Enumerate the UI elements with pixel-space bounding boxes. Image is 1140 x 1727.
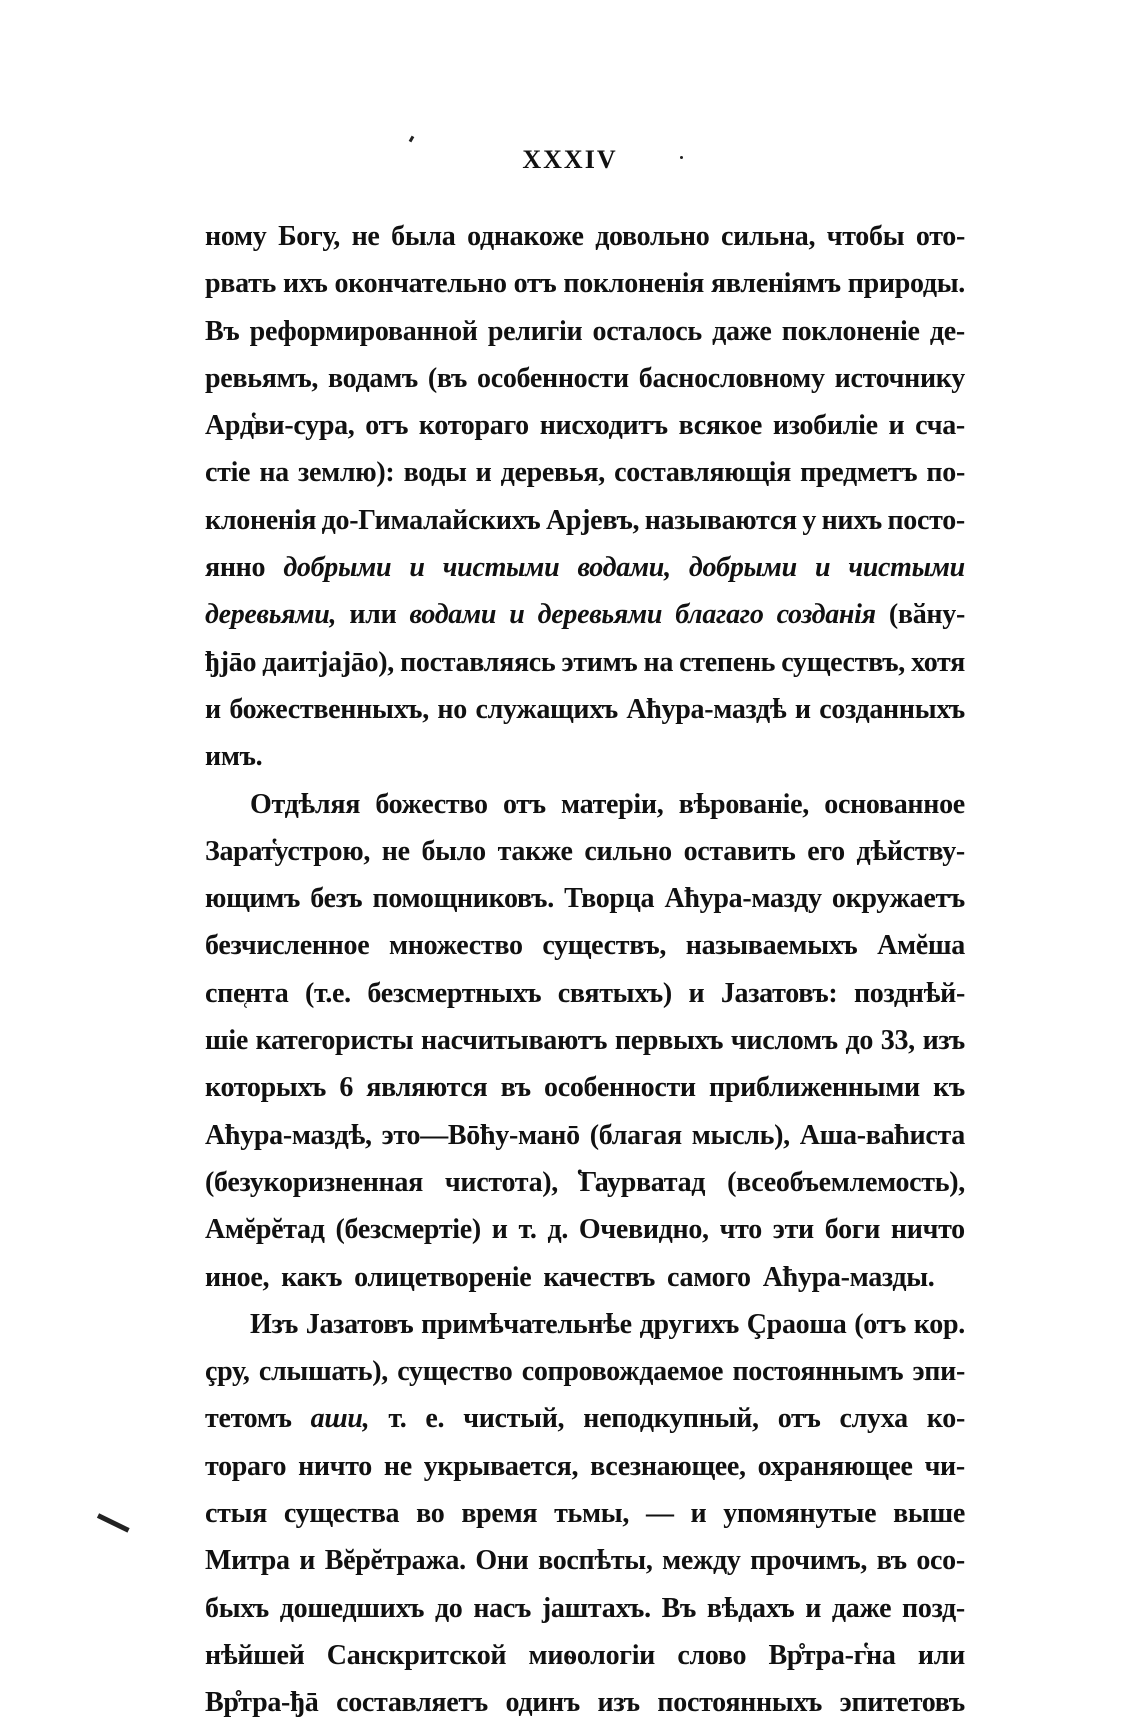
- word: Аћура-мазды.: [762, 1261, 935, 1293]
- word: ђјāо: [205, 646, 257, 678]
- word: безсмертныхъ: [367, 977, 542, 1009]
- word: окружаетъ: [831, 883, 965, 915]
- word: (всеобъемлемость),: [727, 1166, 965, 1198]
- word: и: [205, 693, 221, 725]
- word: Митра: [205, 1545, 290, 1577]
- text-line: [205, 260, 965, 307]
- word: всякое: [678, 410, 763, 442]
- word: ному: [205, 221, 267, 252]
- text-line: [205, 402, 965, 449]
- word: множество: [389, 930, 523, 962]
- word: до: [434, 1592, 463, 1624]
- word: добрыми: [283, 552, 392, 584]
- word: эпи-: [912, 1356, 965, 1388]
- word: Зарат̔устрою,: [205, 835, 371, 867]
- word: воды: [403, 457, 467, 489]
- word: сча-: [915, 410, 965, 442]
- word: тетомъ: [205, 1403, 292, 1435]
- word: но: [437, 693, 467, 725]
- word: довольно: [595, 221, 710, 252]
- word: постоянныхъ: [657, 1687, 823, 1719]
- text-line: [205, 970, 965, 1017]
- word: въ: [500, 1072, 531, 1104]
- word: и: [688, 977, 705, 1009]
- text-line: [205, 1395, 965, 1442]
- word: Јазатовъ: [305, 1308, 414, 1340]
- word: существъ,: [781, 646, 905, 678]
- word: и: [794, 693, 811, 725]
- text-line: [205, 1443, 965, 1490]
- word: и: [805, 1592, 822, 1624]
- word: деревьями,: [205, 599, 337, 631]
- text-line: [205, 1112, 965, 1159]
- word: на: [643, 646, 674, 678]
- word: что: [719, 1214, 762, 1246]
- text-line: [205, 449, 965, 496]
- word: особенности: [544, 1072, 696, 1104]
- word: неподкупный,: [583, 1403, 759, 1435]
- text-line: [205, 1585, 965, 1632]
- word: изобиліе: [772, 410, 878, 442]
- text-line: [205, 781, 965, 828]
- text-line: [205, 497, 965, 544]
- word: существо: [397, 1356, 513, 1388]
- word: клоненія: [205, 504, 317, 536]
- word: рвать: [205, 268, 277, 300]
- word: оставить: [683, 835, 796, 867]
- word: е.: [425, 1403, 445, 1435]
- word: отъ: [502, 788, 546, 820]
- word: и: [814, 552, 831, 584]
- word: поклоненія: [563, 268, 705, 300]
- word: Çраоша: [746, 1308, 847, 1340]
- word: природы.: [847, 268, 965, 300]
- word: называемыхъ: [685, 930, 858, 962]
- word: сопровождаемое: [521, 1356, 724, 1388]
- body-text: [205, 213, 965, 1727]
- word: или: [917, 1639, 965, 1671]
- word: также: [497, 835, 573, 867]
- word: шіе: [205, 1025, 248, 1057]
- word: Аћура-маздѣ: [626, 693, 787, 725]
- word: водами: [409, 599, 497, 631]
- word: поставляясь: [400, 646, 556, 678]
- word: въ: [876, 1545, 907, 1577]
- word: и: [690, 1498, 707, 1530]
- word: до: [845, 1025, 874, 1057]
- word: самого: [667, 1261, 751, 1293]
- word: Богу,: [278, 221, 340, 252]
- word: даитјајāо),: [262, 646, 394, 678]
- text-line: [205, 828, 965, 875]
- word: безчисленное: [205, 930, 370, 962]
- word: отъ: [777, 1403, 821, 1435]
- word: у: [802, 504, 817, 536]
- text-line: [205, 1301, 965, 1348]
- ink-speck: [409, 136, 415, 143]
- word: ревьямъ,: [205, 362, 319, 394]
- text-line: [205, 639, 965, 686]
- text-line: [205, 1206, 965, 1253]
- word: или: [349, 599, 397, 631]
- word: религіи: [487, 315, 583, 347]
- word: къ: [933, 1072, 965, 1104]
- word: хотя: [911, 646, 965, 678]
- word: особенности: [477, 362, 629, 394]
- word: Арјевъ,: [545, 504, 640, 536]
- word: Изъ: [250, 1308, 298, 1340]
- word: чистыми: [442, 552, 560, 584]
- text-line: [205, 922, 965, 969]
- word: отъ: [365, 410, 409, 442]
- word: сильна,: [721, 221, 816, 252]
- word: божество: [375, 788, 488, 820]
- word: землю):: [298, 457, 395, 489]
- word: деревьями: [537, 599, 663, 631]
- word: (безукоризненная: [205, 1166, 423, 1198]
- text-line: [205, 591, 965, 638]
- word: не: [383, 1450, 412, 1482]
- word: çру,: [205, 1356, 250, 1388]
- word: баснословному: [638, 362, 825, 394]
- word: ничто: [890, 1214, 965, 1246]
- word: Ард̔ви-сура,: [205, 410, 355, 442]
- word: была: [391, 221, 456, 252]
- word: слуха: [839, 1403, 908, 1435]
- text-line: [205, 733, 965, 780]
- word: качествъ: [543, 1261, 656, 1293]
- word: чтобы: [826, 221, 905, 252]
- word: —: [645, 1498, 674, 1530]
- word: тораго: [205, 1450, 287, 1482]
- word: јаштахъ.: [541, 1592, 651, 1624]
- word: называются: [644, 504, 797, 536]
- word: (отъ: [854, 1308, 907, 1340]
- word: позд-: [902, 1592, 965, 1624]
- word: осталось: [592, 315, 702, 347]
- word: и: [491, 1214, 508, 1246]
- text-line: [205, 1632, 965, 1679]
- word: осо-: [916, 1545, 965, 1577]
- word: ̔Гаурватад: [579, 1166, 706, 1198]
- word: добрыми: [688, 552, 797, 584]
- word: первыхъ: [614, 1025, 724, 1057]
- page-number: XXXIV: [522, 145, 618, 174]
- word: де-: [929, 315, 965, 347]
- text-line: [205, 1017, 965, 1064]
- word: Вр̊тра-г̔на: [768, 1639, 896, 1671]
- word: миѳологіи: [528, 1639, 656, 1671]
- word: чистота),: [444, 1166, 559, 1198]
- word: насъ: [473, 1592, 532, 1624]
- word: дѣйству-: [856, 835, 965, 867]
- word: другихъ: [639, 1308, 739, 1340]
- word: реформированной: [249, 315, 478, 347]
- word: насчитываютъ: [421, 1025, 608, 1057]
- word: т.: [518, 1214, 537, 1246]
- word: нисходитъ: [539, 410, 668, 442]
- word: до-Гималайскихъ: [321, 504, 541, 536]
- text-line: [205, 1159, 965, 1206]
- word: ко-: [926, 1403, 965, 1435]
- word: и: [475, 457, 492, 489]
- word: вѣрованіе,: [678, 788, 809, 820]
- word: благаго: [675, 599, 764, 631]
- word: стыя: [205, 1498, 267, 1530]
- word: Въ: [205, 315, 240, 347]
- word: числомъ: [730, 1025, 838, 1057]
- word: это—Вōћу-манō: [381, 1119, 580, 1151]
- word: категористы: [255, 1025, 414, 1057]
- word: Аћура-мазду: [664, 883, 822, 915]
- word: и: [509, 599, 525, 631]
- word: изъ: [597, 1687, 640, 1719]
- word: охраняющее: [757, 1450, 913, 1482]
- word: источнику: [834, 362, 965, 394]
- word: 33,: [880, 1025, 915, 1057]
- word: воспѣты,: [538, 1545, 653, 1577]
- word: ющимъ: [205, 883, 301, 915]
- word: даже: [831, 1592, 892, 1624]
- word: не: [351, 221, 380, 252]
- word: по-: [926, 457, 965, 489]
- word: (вӑну-: [888, 599, 965, 631]
- word: составляетъ: [336, 1687, 488, 1719]
- word: слово: [677, 1639, 747, 1671]
- word: было: [421, 835, 486, 867]
- word: примѣчательнѣе: [421, 1308, 632, 1340]
- word: однакоже: [467, 221, 584, 252]
- word: стіе: [205, 457, 251, 489]
- word: Творца: [564, 883, 655, 915]
- word: время: [461, 1498, 538, 1530]
- word: не: [381, 835, 410, 867]
- word: его: [807, 835, 845, 867]
- word: 6: [339, 1072, 354, 1104]
- word: какъ: [281, 1261, 343, 1293]
- text-line: [205, 1254, 965, 1301]
- word: отъ: [513, 268, 557, 300]
- word: чи-: [924, 1450, 965, 1482]
- word: котораго: [418, 410, 529, 442]
- text-line: [205, 1490, 965, 1537]
- word: приближенными: [709, 1072, 920, 1104]
- word: тьмы,: [554, 1498, 630, 1530]
- text-line: [205, 544, 965, 591]
- word: созданія: [776, 599, 876, 631]
- text-line: [205, 1537, 965, 1584]
- word: боги: [824, 1214, 881, 1246]
- word: т.: [388, 1403, 407, 1435]
- word: созданныхъ: [819, 693, 965, 725]
- word: сильно: [584, 835, 672, 867]
- word: мысль),: [691, 1119, 790, 1151]
- word: и: [409, 552, 425, 584]
- word: божественныхъ,: [229, 693, 429, 725]
- word: (безсмертіе): [335, 1214, 481, 1246]
- word: водами,: [577, 552, 671, 584]
- word: янно: [205, 552, 266, 584]
- word: упомянутые: [723, 1498, 877, 1530]
- word: д.: [547, 1214, 569, 1246]
- word: укрывается,: [423, 1450, 579, 1482]
- word: Вĕрĕтража.: [324, 1545, 466, 1577]
- word: Амĕрĕтад: [205, 1214, 325, 1246]
- text-line: [205, 308, 965, 355]
- word: Въ: [661, 1592, 697, 1624]
- word: Јазатовъ:: [720, 977, 838, 1009]
- word: явленіямъ: [711, 268, 841, 300]
- word: основанное: [824, 788, 965, 820]
- word: чистыми: [848, 552, 965, 584]
- word: Отдѣляя: [250, 788, 361, 820]
- word: безъ: [310, 883, 363, 915]
- text-line: [205, 1064, 965, 1111]
- word: Они: [475, 1545, 529, 1577]
- word: (благая: [589, 1119, 682, 1151]
- word: вѣдахъ: [706, 1592, 795, 1624]
- corner-mark: [97, 1513, 130, 1532]
- word: между: [662, 1545, 741, 1577]
- word: имъ.: [205, 741, 263, 773]
- word: дошедшихъ: [279, 1592, 425, 1624]
- word: ничто: [298, 1450, 373, 1482]
- word: на: [259, 457, 289, 489]
- word: помощниковъ.: [372, 883, 554, 915]
- word: и: [888, 410, 905, 442]
- word: эти: [772, 1214, 814, 1246]
- word: спе̜нта: [205, 977, 289, 1009]
- word: изъ: [922, 1025, 965, 1057]
- word: существъ,: [542, 930, 667, 962]
- text-line: [205, 213, 965, 260]
- word: этимъ: [561, 646, 638, 678]
- word: эпитетовъ: [839, 1687, 965, 1719]
- word: служащихъ: [475, 693, 618, 725]
- word: слышать),: [258, 1356, 388, 1388]
- word: поклоненіе: [781, 315, 920, 347]
- text-line: [205, 1348, 965, 1395]
- word: матеріи,: [561, 788, 664, 820]
- word: степень: [679, 646, 776, 678]
- word: ото-: [915, 221, 965, 252]
- word: иное,: [205, 1261, 270, 1293]
- word: одинъ: [505, 1687, 580, 1719]
- word: являются: [366, 1072, 488, 1104]
- word: выше: [893, 1498, 965, 1530]
- word: деревья,: [500, 457, 605, 489]
- word: нѣйшей: [205, 1639, 305, 1671]
- word: кор.: [913, 1308, 965, 1340]
- word: составляющія: [614, 457, 792, 489]
- word: Очевидно,: [578, 1214, 709, 1246]
- word: Вр̊тра-ђā: [205, 1687, 319, 1719]
- word: Амĕша: [877, 930, 965, 962]
- word: Аша-ваћиста: [799, 1119, 965, 1151]
- word: (въ: [427, 362, 468, 394]
- word: Аћура-маздѣ,: [205, 1119, 372, 1151]
- word: прочимъ,: [750, 1545, 868, 1577]
- word: (т.е.: [304, 977, 351, 1009]
- word: чистый,: [463, 1403, 565, 1435]
- word: нихъ: [821, 504, 882, 536]
- text-line: [205, 355, 965, 402]
- word: во: [416, 1498, 445, 1530]
- word: Санскритской: [326, 1639, 507, 1671]
- word: олицетвореніе: [354, 1261, 532, 1293]
- word: и: [299, 1545, 316, 1577]
- word: которыхъ: [205, 1072, 327, 1104]
- text-line: [205, 686, 965, 733]
- text-line: [205, 875, 965, 922]
- word: водамъ: [328, 362, 418, 394]
- word: посто-: [887, 504, 965, 536]
- word: быхъ: [205, 1592, 269, 1624]
- word: окончательно: [334, 268, 507, 300]
- text-line: [205, 1679, 965, 1726]
- word: всезнающее,: [590, 1450, 746, 1482]
- word: постояннымъ: [732, 1356, 904, 1388]
- word: даже: [712, 315, 772, 347]
- word: позднѣй-: [853, 977, 965, 1009]
- word: предметъ: [800, 457, 918, 489]
- word: святыхъ): [557, 977, 672, 1009]
- word: аши,: [310, 1403, 370, 1435]
- word: существа: [283, 1498, 400, 1530]
- word: ихъ: [283, 268, 328, 300]
